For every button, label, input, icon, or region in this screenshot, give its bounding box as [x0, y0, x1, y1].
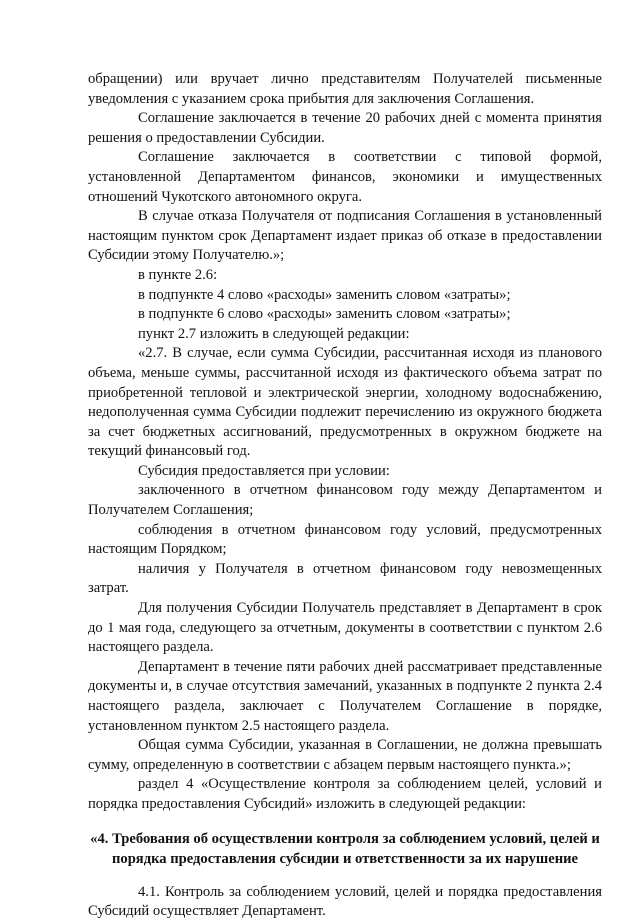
paragraph: в подпункте 6 слово «расходы» заменить словом «затраты»;	[138, 306, 511, 323]
paragraph: «2.7. В случае, если сумма Субсидии, рассчитанная исходя из планового объема, меньше суммы, рассчитанной исходя из фактического объема затрат по приобретенной тепловой и электрической энергии, холодному водоснабжению, недополученная сумма Субсидии подлежит перечислению из окружного бюджета за счет бюджетных ассигнований, предусмотренных в окружном бюджете на текущий финансовый год.	[88, 345, 602, 460]
paragraph: обращении) или вручает лично представителям Получателей письменные уведомления с указанием срока прибытия для заключения Соглашения.	[88, 71, 602, 107]
paragraph: соблюдения в отчетном финансовом году условий, предусмотренных настоящим Порядком;	[88, 521, 602, 558]
paragraph: в подпункте 4 слово «расходы» заменить словом «затраты»;	[138, 286, 511, 303]
paragraph: Для получения Субсидии Получатель представляет в Департамент в срок до 1 мая года, следующего за отчетным, документы в соответствии с пунктом 2.6 настоящего раздела.	[88, 600, 602, 656]
paragraph: В случае отказа Получателя от подписания Соглашения в установленный настоящим пунктом срок Департамент издает приказ об отказе в предоставлении Субсидии этому Получателю.»;	[88, 208, 602, 264]
document-page	[88, 70, 602, 922]
paragraph: Соглашение заключается в течение 20 рабочих дней с момента принятия решения о предоставлении Субсидии.	[88, 110, 602, 146]
paragraph: 4.1. Контроль за соблюдением условий, целей и порядка предоставления Субсидий осуществляет Департамент.	[88, 883, 602, 920]
paragraph: Соглашение заключается в соответствии с типовой формой, установленной Департаментом финансов, экономики и имущественных отношений Чукотского автономного округа.	[88, 149, 602, 205]
paragraph: в пункте 2.6:	[138, 266, 218, 283]
paragraph: Общая сумма Субсидии, указанная в Соглашении, не должна превышать сумму, определенную в соответствии с абзацем первым настоящего пункта.»;	[88, 737, 602, 773]
paragraph: Субсидия предоставляется при условии:	[138, 462, 390, 479]
paragraph: пункт 2.7 изложить в следующей редакции:	[138, 325, 410, 342]
paragraph: заключенного в отчетном финансовом году между Департаментом и Получателем Соглашения;	[88, 482, 602, 519]
section-heading: «4. Требования об осуществлении контроля за соблюдением условий, целей и порядка предоставления субсидии и ответственности за их нарушение	[90, 830, 600, 867]
paragraph: Департамент в течение пяти рабочих дней рассматривает представленные документы и, в случае отсутствия замечаний, указанных в подпункте 2 пункта 2.4 настоящего раздела, заключает с Получателем Соглашение в порядке, установленном пунктом 2.5 настоящего раздела.	[88, 658, 602, 734]
paragraph: наличия у Получателя в отчетном финансовом году невозмещенных затрат.	[88, 560, 602, 597]
paragraph: раздел 4 «Осуществление контроля за соблюдением целей, условий и порядка предоставления Субсидий» изложить в следующей редакции:	[88, 776, 602, 812]
